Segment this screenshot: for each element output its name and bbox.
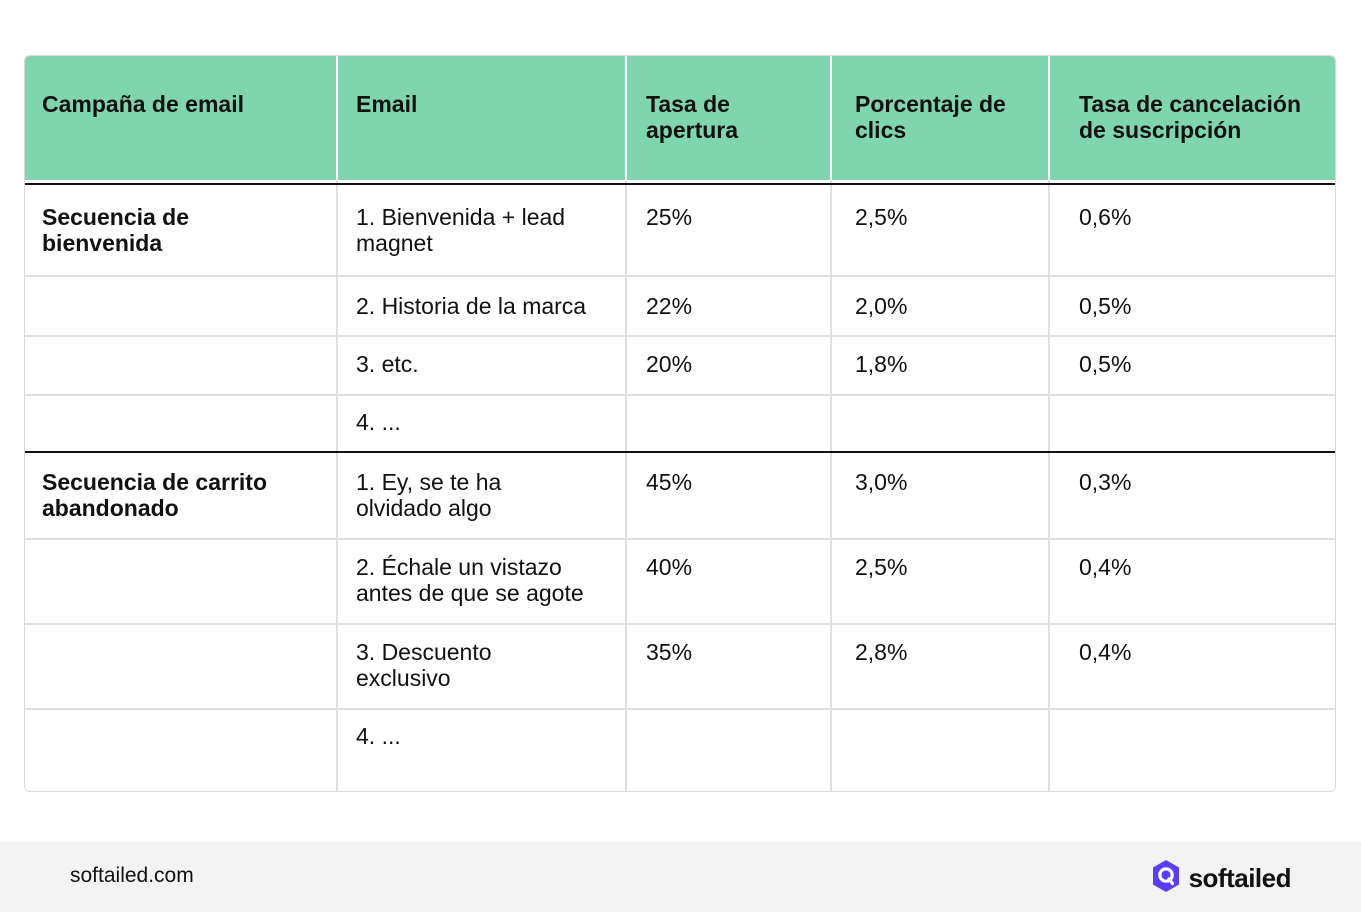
header-divider (830, 56, 832, 180)
header-divider (625, 56, 627, 180)
email-name: 1. Ey, se te ha olvidado algo (356, 469, 502, 521)
softailed-logo-icon (1151, 859, 1181, 898)
unsubscribe-rate: 0,6% (1079, 204, 1132, 230)
email-name: 2. Historia de la marca (356, 293, 587, 319)
open-rate: 35% (646, 639, 693, 665)
click-rate: 2,5% (855, 554, 908, 580)
header-campaign: Campaña de email (42, 91, 244, 117)
row-divider (25, 623, 1335, 625)
row-divider (25, 275, 1335, 277)
campaign-name: Secuencia de bienvenida (42, 204, 190, 256)
row-divider (25, 335, 1335, 337)
open-rate: 22% (646, 293, 693, 319)
email-name: 3. Descuento exclusivo (356, 639, 492, 691)
open-rate: 40% (646, 554, 693, 580)
header-divider (336, 56, 338, 180)
email-name: 4. ... (356, 723, 401, 749)
section-divider (25, 451, 1335, 453)
click-rate: 3,0% (855, 469, 908, 495)
header-unsubscribe-rate: Tasa de cancelación de suscripción (1079, 91, 1302, 143)
email-name: 1. Bienvenida + lead magnet (356, 204, 566, 256)
email-name: 4. ... (356, 409, 401, 435)
open-rate: 20% (646, 351, 693, 377)
brand-logo[interactable] (1151, 859, 1291, 898)
unsubscribe-rate: 0,4% (1079, 639, 1132, 665)
click-rate: 2,0% (855, 293, 908, 319)
footer-site-link[interactable]: softailed.com (70, 864, 194, 887)
campaign-table (24, 55, 1336, 792)
section-divider (25, 183, 1335, 185)
email-name: 3. etc. (356, 351, 419, 377)
row-divider (25, 708, 1335, 710)
campaign-name: Secuencia de carrito abandonado (42, 469, 267, 521)
unsubscribe-rate: 0,5% (1079, 351, 1132, 377)
header-divider (1048, 56, 1050, 180)
click-rate: 2,8% (855, 639, 908, 665)
header-open-rate: Tasa de apertura (646, 91, 739, 143)
header-click-rate: Porcentaje de clics (855, 91, 1006, 143)
unsubscribe-rate: 0,5% (1079, 293, 1132, 319)
footer (0, 842, 1361, 912)
click-rate: 1,8% (855, 351, 908, 377)
unsubscribe-rate: 0,4% (1079, 554, 1132, 580)
row-divider (25, 538, 1335, 540)
open-rate: 25% (646, 204, 693, 230)
header-email: Email (356, 91, 418, 117)
click-rate: 2,5% (855, 204, 908, 230)
row-divider (25, 394, 1335, 396)
brand-name: softailed (1188, 863, 1291, 893)
table-header-row (25, 56, 1335, 180)
unsubscribe-rate: 0,3% (1079, 469, 1132, 495)
open-rate: 45% (646, 469, 693, 495)
email-name: 2. Échale un vistazo antes de que se agote (356, 554, 584, 606)
